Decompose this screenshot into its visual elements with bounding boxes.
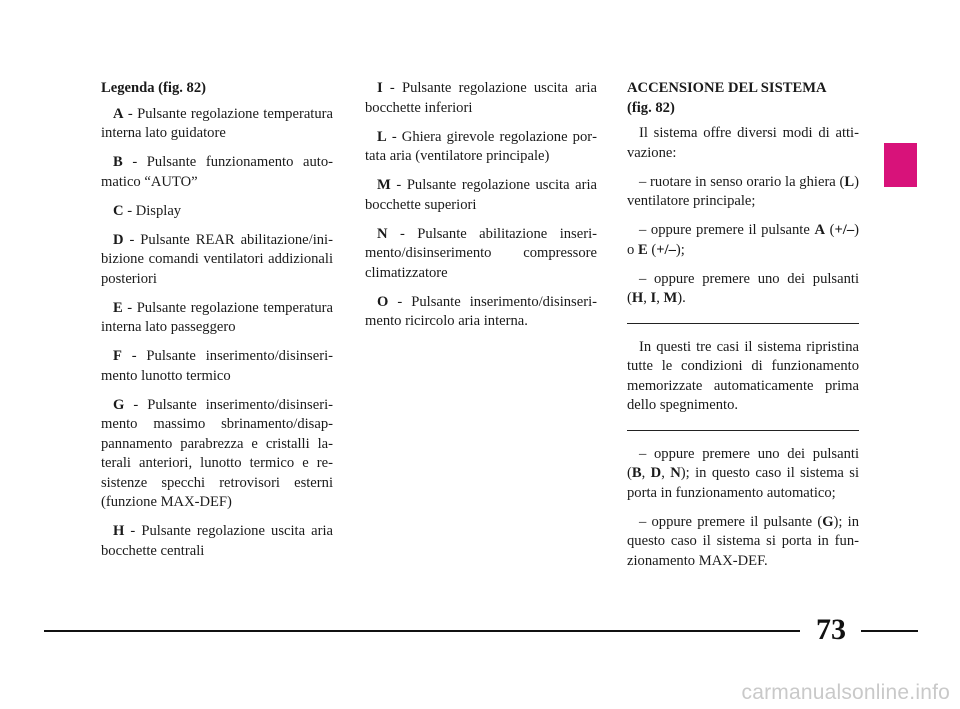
legend-text: - Pulsante regolazione uscita aria bocchette superiori bbox=[365, 177, 597, 213]
legend-text: - Pulsante regolazione uscita aria bocchette centrali bbox=[101, 523, 333, 559]
legend-text: - Pulsante inserimento/disinserimento lunotto termico bbox=[101, 348, 333, 384]
legend-letter: B bbox=[113, 154, 123, 170]
legend-item-f bbox=[101, 347, 333, 386]
legend-letter: O bbox=[377, 293, 389, 310]
legend-text: - Pulsante regolazione temperatura interna lato passeggero bbox=[101, 299, 333, 335]
legend-item-g bbox=[101, 396, 333, 513]
intro-paragraph: Il sistema offre diversi modi di attivazione: bbox=[627, 125, 859, 161]
legend-item-c bbox=[101, 202, 333, 222]
legend-letter: M bbox=[377, 177, 391, 193]
button-letter: I bbox=[650, 290, 657, 306]
legend-text: - Ghiera girevole regolazione portata aria (ventilatore principale) bbox=[365, 128, 597, 164]
option-press-bdn bbox=[627, 445, 859, 504]
legend-text: - Pulsante abilitazione inserimento/disinserimento compressore climatizzatore bbox=[365, 225, 597, 281]
button-letter: H bbox=[631, 290, 644, 306]
option-text: ) o bbox=[627, 222, 860, 258]
legend-item-h bbox=[101, 522, 333, 561]
legend-text: - Pulsante regolazione uscita aria bocchette inferiori bbox=[365, 80, 597, 116]
option-rotate-knob bbox=[627, 173, 859, 212]
legend-letter: E bbox=[113, 299, 123, 316]
button-letter: M bbox=[663, 290, 678, 306]
option-text: ). bbox=[677, 290, 686, 306]
legend-letter: A bbox=[113, 105, 124, 122]
button-symbol: +/– bbox=[834, 222, 855, 238]
legend-item-o bbox=[365, 293, 597, 332]
legend-item-l bbox=[365, 128, 597, 167]
legend-title: Legenda (fig. 82) bbox=[101, 80, 206, 96]
legend-letter: F bbox=[113, 348, 122, 364]
legend-text: - Pulsante inserimento/disinserimento massimo sbrinamento/disappannamento parabrezza e cristalli laterali anteriori, lunotto termico e resistenze specchi retrovisori esterni (funzione MAX-DEF) bbox=[101, 396, 333, 510]
button-symbol: +/– bbox=[656, 241, 676, 258]
watermark: carmanualsonline.info bbox=[741, 681, 950, 704]
option-text: – oppure premere il pulsante bbox=[639, 222, 815, 238]
legend-text: - Pulsante REAR abilitazione/inibizione comandi ventilatori addizionali posteriori bbox=[101, 231, 333, 287]
option-text: ) ventilatore principale; bbox=[627, 173, 859, 209]
option-text: ( bbox=[647, 241, 657, 258]
note-box-text: In questi tre casi il sistema ripristina tutte le condizioni di funzionamento memorizzate automaticamente prima dello spegnimento. bbox=[627, 338, 859, 413]
legend-text: - Pulsante funzionamento automatico “AUTO” bbox=[101, 154, 333, 190]
section-heading-line1: ACCENSIONE DEL SISTEMA bbox=[627, 80, 827, 96]
option-press-g bbox=[627, 513, 859, 572]
option-text: , bbox=[661, 465, 671, 481]
section-color-tab bbox=[884, 143, 917, 187]
legend-text: - Pulsante inserimento/disinserimento ricircolo aria interna. bbox=[365, 293, 597, 329]
button-letter: L bbox=[844, 173, 855, 190]
option-text: – oppure premere uno dei pulsanti ( bbox=[627, 445, 859, 481]
footer-rule-right bbox=[861, 630, 918, 632]
note-divider-bottom bbox=[627, 430, 859, 431]
option-text: ); in questo caso il sistema si porta in funzionamento automatico; bbox=[627, 465, 860, 501]
legend-letter: H bbox=[113, 523, 125, 539]
legend-letter: I bbox=[377, 80, 383, 96]
column-legend bbox=[101, 79, 333, 571]
option-text: – oppure premere il pulsante ( bbox=[639, 513, 823, 530]
legend-letter: D bbox=[113, 231, 124, 248]
page-number: 73 bbox=[816, 613, 846, 646]
option-press-a-or-e bbox=[627, 221, 859, 260]
button-letter: G bbox=[822, 513, 834, 530]
legend-item-e bbox=[101, 299, 333, 338]
button-letter: B bbox=[631, 465, 642, 481]
legend-item-i bbox=[365, 79, 597, 118]
option-text: , bbox=[656, 290, 664, 306]
note-divider-top bbox=[627, 323, 859, 324]
legend-text: - Pulsante regolazione temperatura interna lato guidatore bbox=[101, 105, 333, 141]
option-text: – ruotare in senso orario la ghiera ( bbox=[639, 173, 845, 190]
option-text: ); in questo caso il sistema si porta in funzionamento MAX-DEF. bbox=[627, 513, 860, 569]
section-heading-line2: (fig. 82) bbox=[627, 99, 675, 116]
legend-item-n bbox=[365, 225, 597, 284]
button-letter: E bbox=[637, 241, 648, 258]
legend-letter: C bbox=[113, 202, 124, 219]
legend-item-b bbox=[101, 153, 333, 192]
option-text: , bbox=[643, 290, 651, 306]
option-press-him bbox=[627, 270, 859, 309]
legend-item-d bbox=[101, 231, 333, 290]
legend-letter: L bbox=[377, 128, 387, 145]
footer-rule-left bbox=[44, 630, 800, 632]
legend-item-m bbox=[365, 176, 597, 215]
section-heading bbox=[627, 79, 859, 118]
option-text: ); bbox=[675, 241, 685, 258]
option-text: , bbox=[641, 465, 651, 481]
option-text: ( bbox=[824, 222, 835, 238]
option-text: – oppure premere uno dei pulsanti ( bbox=[627, 270, 859, 306]
column-system-activation bbox=[627, 79, 859, 581]
legend-letter: N bbox=[377, 225, 388, 242]
legend-item-a bbox=[101, 105, 333, 144]
button-letter: D bbox=[650, 465, 662, 481]
legend-letter: G bbox=[113, 396, 125, 413]
button-letter: N bbox=[670, 465, 681, 481]
button-letter: A bbox=[814, 222, 825, 238]
column-legend-continued bbox=[365, 79, 597, 341]
legend-text: - Display bbox=[123, 202, 182, 219]
